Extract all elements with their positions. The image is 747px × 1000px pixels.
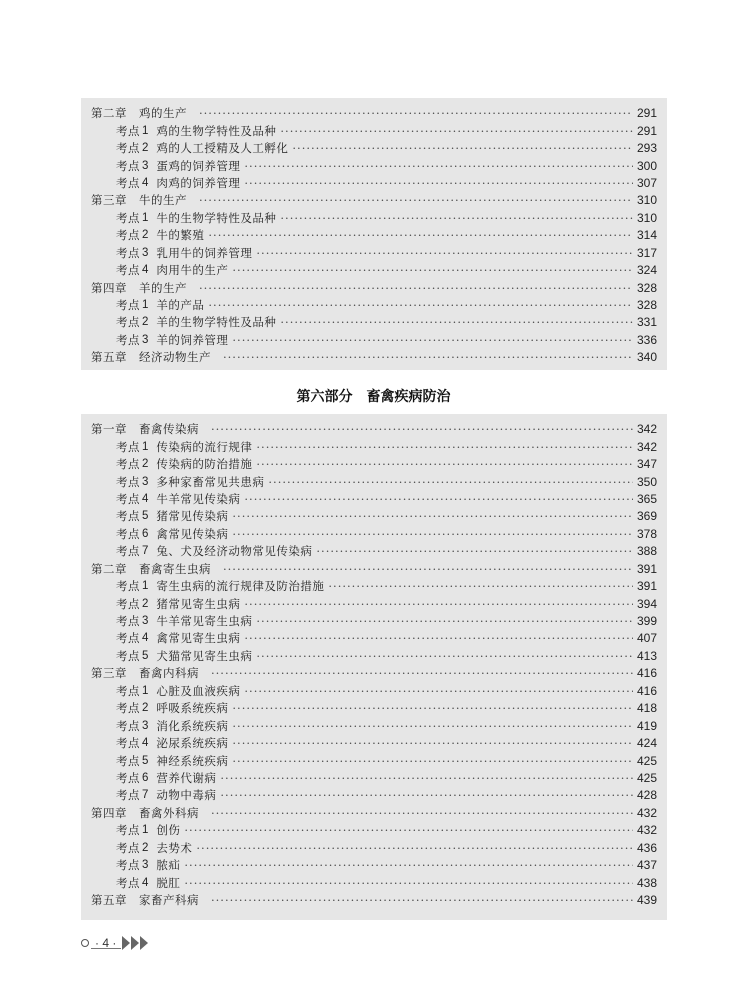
dot-leader <box>268 474 633 491</box>
dot-leader <box>211 892 633 909</box>
point-number: 2 <box>142 229 149 242</box>
toc-point-row <box>81 245 667 262</box>
dot-leader <box>211 665 633 682</box>
point-label: 考点 <box>116 263 140 278</box>
dot-leader <box>256 456 633 473</box>
page-ref: 419 <box>636 718 657 733</box>
dot-leader <box>196 840 633 857</box>
point-title: 传染病的流行规律 <box>156 439 253 454</box>
dot-leader <box>220 770 633 787</box>
page-ref: 317 <box>636 245 657 260</box>
page-ref: 438 <box>636 875 657 890</box>
dot-leader <box>184 857 633 874</box>
chapter-title: 第四章 畜禽外科病 <box>91 805 199 820</box>
dot-leader <box>232 262 633 279</box>
point-title: 肉鸡的饲养管理 <box>156 175 241 190</box>
point-number: 1 <box>142 684 149 697</box>
chapter-title: 第一章 畜禽传染病 <box>91 422 199 437</box>
point-title: 传染病的防治措施 <box>156 457 253 472</box>
page-ref: 310 <box>636 193 657 208</box>
dot-leader <box>244 596 633 613</box>
toc-point-row <box>81 227 667 244</box>
point-number: 3 <box>142 159 149 172</box>
dot-leader <box>280 210 633 227</box>
dot-leader <box>244 491 633 508</box>
point-label: 考点 <box>116 210 140 225</box>
toc-point-row <box>81 595 667 612</box>
toc-point-row <box>81 210 667 227</box>
toc-point-row <box>81 770 667 787</box>
point-number: 1 <box>142 211 149 224</box>
page-ref: 391 <box>636 561 657 576</box>
page-ref: 407 <box>636 631 657 646</box>
toc-section-2 <box>81 414 667 920</box>
point-label: 考点 <box>116 544 140 559</box>
dot-leader <box>199 280 633 297</box>
point-number: 4 <box>142 737 149 750</box>
page-ref: 314 <box>636 228 657 243</box>
toc-point-row <box>81 578 667 595</box>
point-label: 考点 <box>116 123 140 138</box>
toc-point-row <box>81 438 667 455</box>
point-number: 4 <box>142 632 149 645</box>
page-ref: 293 <box>636 141 657 156</box>
point-number: 3 <box>142 333 149 346</box>
point-label: 考点 <box>116 683 140 698</box>
point-number: 3 <box>142 246 149 259</box>
dot-leader <box>232 526 633 543</box>
point-number: 2 <box>142 458 149 471</box>
dot-leader <box>244 158 633 175</box>
point-number: 4 <box>142 176 149 189</box>
dot-leader <box>244 175 633 192</box>
dot-leader <box>232 332 633 349</box>
page-ref: 432 <box>636 805 657 820</box>
point-number: 3 <box>142 615 149 628</box>
toc-point-row <box>81 157 667 174</box>
page-ref: 336 <box>636 332 657 347</box>
page-ref: 424 <box>636 736 657 751</box>
dot-leader <box>208 227 633 244</box>
dot-leader <box>316 543 633 560</box>
toc-section-1 <box>81 98 667 370</box>
page-ref: 331 <box>636 315 657 330</box>
point-title: 泌尿系统疾病 <box>156 736 229 751</box>
toc-point-row <box>81 175 667 192</box>
toc-chapter-row <box>81 561 667 578</box>
chevron-arrows-icon <box>122 936 149 950</box>
point-title: 猪常见传染病 <box>156 509 229 524</box>
point-title: 动物中毒病 <box>156 788 217 803</box>
point-title: 禽常见传染病 <box>156 526 229 541</box>
page-ref: 310 <box>636 210 657 225</box>
dot-leader <box>244 630 633 647</box>
point-label: 考点 <box>116 228 140 243</box>
page-ref: 369 <box>636 509 657 524</box>
chapter-title: 第二章 鸡的生产 <box>91 106 187 121</box>
dot-leader <box>256 245 633 262</box>
dot-leader <box>223 561 633 578</box>
point-number: 7 <box>142 789 149 802</box>
point-number: 2 <box>142 142 149 155</box>
point-number: 4 <box>142 264 149 277</box>
point-label: 考点 <box>116 474 140 489</box>
point-label: 考点 <box>116 457 140 472</box>
point-label: 考点 <box>116 141 140 156</box>
dot-leader <box>220 787 633 804</box>
point-title: 牛羊常见传染病 <box>156 491 241 506</box>
toc-point-row <box>81 508 667 525</box>
dot-leader <box>256 613 633 630</box>
page-ref: 365 <box>636 491 657 506</box>
toc-point-row <box>81 857 667 874</box>
point-title: 神经系统疾病 <box>156 753 229 768</box>
page-ref: 432 <box>636 823 657 838</box>
dot-leader <box>211 421 633 438</box>
toc-chapter-row <box>81 279 667 296</box>
toc-point-row <box>81 822 667 839</box>
point-label: 考点 <box>116 753 140 768</box>
toc-point-row <box>81 683 667 700</box>
point-label: 考点 <box>116 298 140 313</box>
toc-point-row <box>81 735 667 752</box>
dot-leader <box>232 700 633 717</box>
point-title: 犬猫常见寄生虫病 <box>156 648 253 663</box>
point-number: 4 <box>142 876 149 889</box>
point-number: 6 <box>142 527 149 540</box>
point-title: 蛋鸡的饲养管理 <box>156 158 241 173</box>
page-ref: 399 <box>636 614 657 629</box>
toc-point-row <box>81 717 667 734</box>
dot-leader <box>280 314 633 331</box>
point-title: 营养代谢病 <box>156 770 217 785</box>
dot-leader <box>232 718 633 735</box>
point-number: 3 <box>142 719 149 732</box>
point-label: 考点 <box>116 332 140 347</box>
dot-leader <box>328 578 633 595</box>
page-ref: 324 <box>636 263 657 278</box>
page-ref: 391 <box>636 579 657 594</box>
toc-point-row <box>81 332 667 349</box>
toc-chapter-row <box>81 421 667 438</box>
chapter-title: 第五章 经济动物生产 <box>91 350 211 365</box>
page-ref: 437 <box>636 858 657 873</box>
point-label: 考点 <box>116 631 140 646</box>
page-ref: 350 <box>636 474 657 489</box>
point-label: 考点 <box>116 175 140 190</box>
toc-chapter-row <box>81 105 667 122</box>
toc-point-row <box>81 491 667 508</box>
point-number: 5 <box>142 754 149 767</box>
point-label: 考点 <box>116 579 140 594</box>
page-ref: 291 <box>636 123 657 138</box>
point-label: 考点 <box>116 439 140 454</box>
dot-leader <box>199 105 633 122</box>
point-label: 考点 <box>116 788 140 803</box>
dot-leader <box>232 753 633 770</box>
dot-leader <box>256 648 633 665</box>
toc-point-row <box>81 700 667 717</box>
footer-divider <box>91 948 121 949</box>
dot-leader <box>232 508 633 525</box>
point-label: 考点 <box>116 491 140 506</box>
point-label: 考点 <box>116 858 140 873</box>
dot-leader <box>292 140 633 157</box>
point-title: 羊的产品 <box>156 298 205 313</box>
point-number: 1 <box>142 440 149 453</box>
chapter-title: 第三章 畜禽内科病 <box>91 666 199 681</box>
toc-chapter-row <box>81 805 667 822</box>
chapter-title: 第三章 牛的生产 <box>91 193 187 208</box>
page-ref: 439 <box>636 893 657 908</box>
dot-leader <box>211 805 633 822</box>
page-ref: 300 <box>636 158 657 173</box>
point-label: 考点 <box>116 315 140 330</box>
point-title: 禽常见寄生虫病 <box>156 631 241 646</box>
toc-point-row <box>81 262 667 279</box>
page-ref: 328 <box>636 280 657 295</box>
point-number: 4 <box>142 492 149 505</box>
page-ref: 428 <box>636 788 657 803</box>
point-label: 考点 <box>116 875 140 890</box>
point-title: 牛羊常见寄生虫病 <box>156 614 253 629</box>
toc-point-row <box>81 874 667 891</box>
point-title: 消化系统疾病 <box>156 718 229 733</box>
toc-point-row <box>81 648 667 665</box>
point-label: 考点 <box>116 718 140 733</box>
point-title: 鸡的生物学特性及品种 <box>156 123 277 138</box>
page-ref: 394 <box>636 596 657 611</box>
chapter-title: 第四章 羊的生产 <box>91 280 187 295</box>
page-ref: 413 <box>636 648 657 663</box>
page-ref: 347 <box>636 457 657 472</box>
point-label: 考点 <box>116 245 140 260</box>
point-title: 乳用牛的饲养管理 <box>156 245 253 260</box>
page-ref: 388 <box>636 544 657 559</box>
toc-point-row <box>81 526 667 543</box>
dot-leader <box>184 822 633 839</box>
point-number: 2 <box>142 597 149 610</box>
page-ref: 307 <box>636 175 657 190</box>
point-number: 2 <box>142 841 149 854</box>
toc-point-row <box>81 456 667 473</box>
point-title: 鸡的人工授精及人工孵化 <box>156 141 289 156</box>
toc-point-row <box>81 613 667 630</box>
toc-point-row <box>81 840 667 857</box>
page-ref: 416 <box>636 666 657 681</box>
point-title: 创伤 <box>156 823 181 838</box>
point-number: 5 <box>142 649 149 662</box>
point-number: 1 <box>142 124 149 137</box>
point-number: 2 <box>142 316 149 329</box>
toc-point-row <box>81 314 667 331</box>
page-ref: 425 <box>636 770 657 785</box>
point-title: 牛的繁殖 <box>156 228 205 243</box>
point-number: 3 <box>142 475 149 488</box>
point-title: 寄生虫病的流行规律及防治措施 <box>156 579 325 594</box>
page-ref: 416 <box>636 683 657 698</box>
page-ref: 436 <box>636 840 657 855</box>
page-ref: 418 <box>636 701 657 716</box>
point-title: 脱肛 <box>156 875 181 890</box>
dot-leader <box>232 735 633 752</box>
page-ref: 328 <box>636 298 657 313</box>
toc-chapter-row <box>81 192 667 209</box>
point-label: 考点 <box>116 614 140 629</box>
page-ref: 342 <box>636 422 657 437</box>
point-number: 5 <box>142 510 149 523</box>
dot-leader <box>208 297 633 314</box>
page-ref: 425 <box>636 753 657 768</box>
toc-point-row <box>81 630 667 647</box>
toc-point-row <box>81 752 667 769</box>
toc-point-row <box>81 297 667 314</box>
dot-leader <box>199 192 633 209</box>
part-title: 第六部分 畜禽疾病防治 <box>296 389 451 405</box>
footer-circle-icon <box>81 939 89 947</box>
toc-point-row <box>81 787 667 804</box>
point-title: 肉用牛的生产 <box>156 263 229 278</box>
page-ref: 340 <box>636 350 657 365</box>
point-label: 考点 <box>116 736 140 751</box>
toc-chapter-row <box>81 892 667 909</box>
toc-point-row <box>81 140 667 157</box>
point-label: 考点 <box>116 823 140 838</box>
page-ref: 291 <box>636 106 657 121</box>
chapter-title: 第五章 家畜产科病 <box>91 893 199 908</box>
point-label: 考点 <box>116 509 140 524</box>
dot-leader <box>244 683 633 700</box>
point-label: 考点 <box>116 648 140 663</box>
toc-chapter-row <box>81 349 667 366</box>
point-number: 1 <box>142 580 149 593</box>
point-title: 牛的生物学特性及品种 <box>156 210 277 225</box>
dot-leader <box>223 349 633 366</box>
point-title: 兔、犬及经济动物常见传染病 <box>156 544 313 559</box>
footer <box>81 936 149 950</box>
toc-chapter-row <box>81 665 667 682</box>
toc-point-row <box>81 122 667 139</box>
point-number: 7 <box>142 545 149 558</box>
point-label: 考点 <box>116 158 140 173</box>
point-title: 呼吸系统疾病 <box>156 701 229 716</box>
point-number: 1 <box>142 299 149 312</box>
point-label: 考点 <box>116 526 140 541</box>
toc-point-row <box>81 543 667 560</box>
point-title: 脓疝 <box>156 858 181 873</box>
chapter-title: 第二章 畜禽寄生虫病 <box>91 561 211 576</box>
dot-leader <box>280 123 633 140</box>
point-title: 羊的饲养管理 <box>156 332 229 347</box>
point-label: 考点 <box>116 701 140 716</box>
dot-leader <box>256 439 633 456</box>
point-title: 心脏及血液疾病 <box>156 683 241 698</box>
point-title: 羊的生物学特性及品种 <box>156 315 277 330</box>
point-number: 6 <box>142 771 149 784</box>
point-title: 猪常见寄生虫病 <box>156 596 241 611</box>
point-title: 多种家畜常见共患病 <box>156 474 265 489</box>
point-label: 考点 <box>116 840 140 855</box>
page-ref: 378 <box>636 526 657 541</box>
point-title: 去势术 <box>156 840 193 855</box>
page-ref: 342 <box>636 439 657 454</box>
toc-point-row <box>81 473 667 490</box>
page-number: · 4 · <box>95 936 117 950</box>
point-number: 3 <box>142 859 149 872</box>
dot-leader <box>184 875 633 892</box>
point-label: 考点 <box>116 596 140 611</box>
point-label: 考点 <box>116 770 140 785</box>
point-number: 1 <box>142 824 149 837</box>
point-number: 2 <box>142 702 149 715</box>
